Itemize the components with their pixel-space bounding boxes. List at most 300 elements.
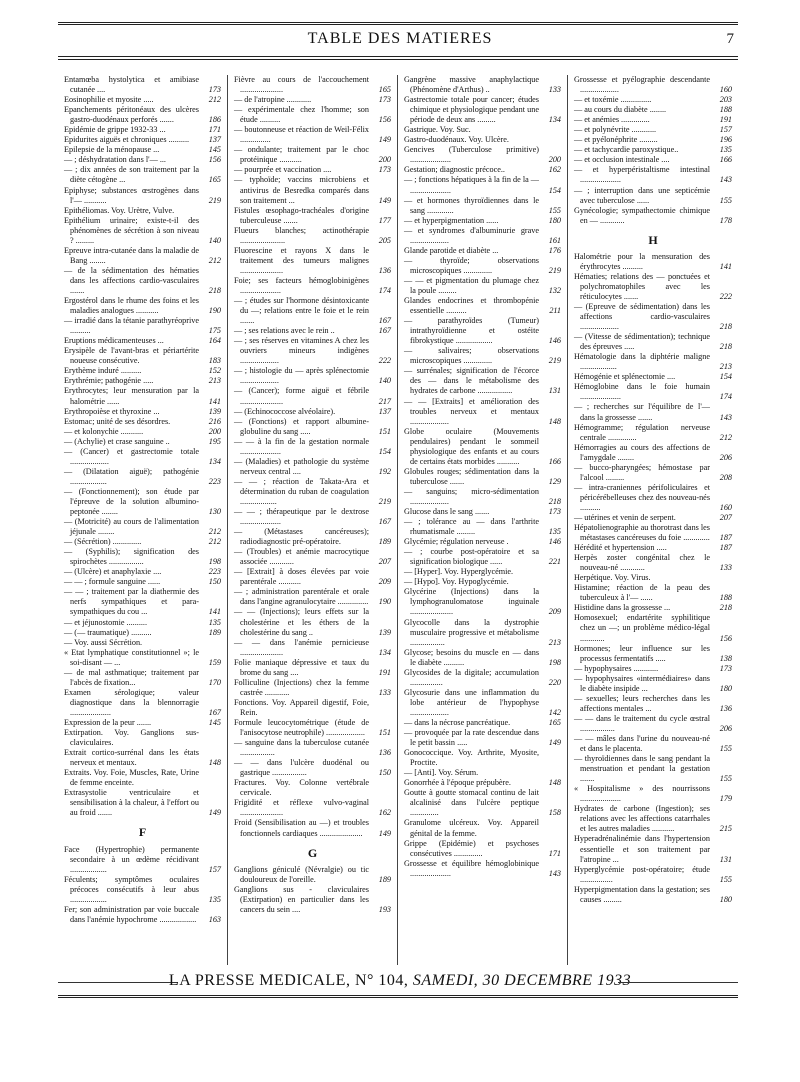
entry-page-number: 161 [548,235,561,245]
entry-page-number: 135 [548,527,561,537]
index-entry [404,256,561,276]
entry-text: Formule leucocytométrique (étude de l'anisocytose neutrophile) ................... [234,718,369,738]
entry-text: — de mal asthmatique; traitement par l'abcès de fixation... [64,667,199,687]
index-entry [404,567,561,577]
entry-page-number: 156 [378,115,391,125]
entry-page-number: 180 [548,215,561,225]
index-entry [404,397,561,427]
entry-page-number: 200 [548,155,561,165]
section-letter: H [648,232,658,247]
entry-page-number: 157 [208,864,221,874]
index-entry [404,859,561,879]
entry-text: — et anémies .............. [574,115,650,125]
entry-page-number: 154 [719,372,732,382]
entry-text: Glandes endocrines et thrombopénie essentielle .......... [404,296,539,316]
index-entry [574,423,732,443]
entry-text: Foie; ses facteurs hémoglobinigènes .................... [234,275,369,295]
entry-page-number: 190 [208,306,221,316]
index-entry [574,553,732,573]
entry-page-number: 218 [719,603,732,613]
entry-text: Erythropoièse et thyroxine ... [64,406,160,416]
entry-text: — parathyroïdes (Tumeur) intrathyroïdienne et ostéite fibrokystique .................. [404,316,539,346]
entry-text: Entamœba hystolytica et amibiase cutanée .... [64,75,199,95]
entry-text: — intra-craniennes périfoliculaires et péricérébelleuses chez des nouveau-nés .......... [574,482,710,512]
entry-text: — (Syphilis); signification des spirochètes ................. [64,547,199,567]
index-entry [64,688,221,718]
entry-text: Herpès zoster congénital chez le nouveau-né ............ [574,553,710,573]
entry-page-number: 223 [208,476,221,486]
entry-text: Herpétique. Voy. Virus. [574,573,651,583]
entry-text: — dans la nécrose pancréatique. [404,718,511,727]
footer [0,972,800,990]
index-entry [574,145,732,155]
index-entry [234,326,391,336]
index-entry [234,698,391,718]
index-entry [234,437,391,457]
entry-text: Hématologie dans la diphtérie maligne .................. [574,352,710,372]
entry-page-number: 131 [548,386,561,396]
entry-text: — ; administration parentérale et orale dans l'angine agranulocytaire ............... [234,587,369,607]
index-entry [64,668,221,688]
entry-text: Epilepsie de la ménopause ... [64,145,160,155]
entry-text: — Voy. aussi Sécrétion. [64,637,143,647]
entry-text: — — dans l'anémie pernicieuse ..................... [234,637,369,657]
entry-text: — (Achylie) et crase sanguine .. [64,436,170,446]
index-entry [64,567,221,577]
entry-text: Gangrène massive anaphylactique (Phénomène d'Arthus) .. [404,75,539,95]
index-entry [234,678,391,698]
entry-page-number: 136 [378,265,391,275]
entry-text: — — ; formule sanguine ...... [64,577,161,587]
entry-text: — ; déshydratation dans l'— ... [64,155,166,165]
index-entry [574,372,732,382]
index-entry [574,155,732,165]
index-entry [574,784,732,804]
entry-text: Expression de la peur ....... [64,718,152,727]
entry-page-number: 162 [548,165,561,175]
header-bottom-rule [58,56,738,57]
index-entry [234,417,391,437]
entry-page-number: 173 [378,95,391,105]
index-entry [574,865,732,885]
entry-text: — et jéjunostomie .......... [64,617,148,627]
entry-page-number: 154 [548,185,561,195]
entry-page-number: 134 [208,456,221,466]
entry-page-number: 151 [378,426,391,436]
index-entry [64,748,221,768]
index-entry [64,95,221,105]
index-entry [404,316,561,346]
entry-text: — thyroïdiennes dans le sang pendant la menstruation et pendant la gestation ....... [574,754,710,784]
entry-page-number: 149 [548,738,561,748]
index-entry [234,246,391,276]
entry-text: — sanguins; micro-sédimentation ................... [404,486,539,506]
entry-text: Grossesse et équilibre hémoglobinique .................... [404,858,539,878]
index-entry [404,668,561,688]
footer-rule-right [618,982,738,983]
index-entry [64,427,221,437]
entry-page-number: 140 [208,235,221,245]
entry-text: — sexuelles; leurs recherches dans les affections mentales ... [574,693,710,713]
entry-page-number: 150 [378,768,391,778]
entry-text: Ganglions sus - claviculaires (Extirpation) en particulier dans les cancers du sein .... [234,884,369,914]
entry-text: Flueurs blanches; actinothérapie ...................... [234,225,369,245]
index-entry [234,105,391,125]
page-number: 7 [726,31,734,47]
entry-text: Glycémie; régulation nerveuse . [404,537,509,547]
entry-page-number: 130 [208,507,221,517]
entry-page-number: 137 [208,135,221,145]
entry-page-number: 145 [208,145,221,155]
entry-page-number: 149 [378,135,391,145]
entry-page-number: 136 [719,703,732,713]
entry-text: Erythème induré .......... [64,366,142,376]
index-entry [234,885,391,915]
index-entry [64,517,221,537]
entry-page-number: 212 [208,527,221,537]
entry-page-number: 180 [719,683,732,693]
index-entry [574,302,732,332]
index-entry [574,573,732,583]
index-entry [574,443,732,463]
index-entry [234,607,391,637]
entry-page-number: 141 [719,261,732,271]
index-entry [64,105,221,125]
entry-page-number: 189 [378,537,391,547]
entry-page-number: 136 [378,748,391,758]
entry-text: Globules rouges; sédimentation dans la tuberculose ....... [404,466,539,486]
entry-page-number: 219 [208,195,221,205]
index-entry [404,196,561,216]
entry-page-number: 173 [719,663,732,673]
entry-text: Goutte à goutte stomacal continu de lait alcalinisé dans l'ulcère peptique .............. [404,788,539,818]
index-entry [574,714,732,734]
entry-page-number: 133 [378,687,391,697]
entry-text: — ; courbe post-opératoire et sa signification biologique ...... [404,547,539,567]
entry-text: — (Cancer); forme aiguë et fébrile ..................... [234,386,369,406]
index-entry [64,437,221,447]
entry-text: « Etat lymphatique constitutionnel »; le soi-disant — ... [64,647,199,667]
entry-text: — pourprée et vaccination .... [234,165,332,175]
index-entry [234,296,391,326]
index-entry [64,718,221,728]
entry-page-number: 191 [719,115,732,125]
index-column-3 [398,75,568,965]
entry-page-number: 193 [378,904,391,914]
index-entry [404,768,561,778]
index-entry [234,658,391,678]
entry-page-number: 208 [719,472,732,482]
entry-text: — sanguine dans la tuberculose cutanée ................. [234,738,369,758]
entry-page-number: 140 [378,376,391,386]
entry-text: — — ; réaction de Takata-Ara et détermination du ruban de coagulation .................. [234,476,369,506]
entry-text: Extraits. Voy. Foie, Muscles, Rate, Urine de femme enceinte. [64,768,199,788]
index-entry [404,296,561,316]
entry-page-number: 222 [719,291,732,301]
entry-text: — de l'atropine ............ [234,95,312,105]
entry-page-number: 213 [719,362,732,372]
index-entry [574,75,732,95]
entry-text: Folie maniaque dépressive et taux du brome du sang .... [234,657,369,677]
entry-text: — — et pigmentation du plumage chez la poule ......... [404,275,539,295]
entry-text: Frigidité et réflexe vulvo-vaginal ..................... [234,798,369,818]
entry-text: Fistules œsophago-trachéales d'origine tuberculeuse ....... [234,205,369,225]
index-entry [234,638,391,658]
index-entry [64,905,221,925]
index-entry [234,145,391,165]
index-entry [64,577,221,587]
entry-text: — (Métastases cancéreuses); radiodiagnostic pré-opératoire. [234,527,369,547]
entry-text: — (Cancer) et gastrectomie totale ................... [64,446,199,466]
index-entry [64,417,221,427]
entry-text: Eosinophilie et myosite ..... [64,95,154,105]
entry-text: — typhoïde; vaccins microbiens et antivirus de Besredka comparés dans son traitement ... [234,175,369,205]
entry-page-number: 151 [378,728,391,738]
entry-page-number: 183 [208,356,221,366]
index-entry [234,276,391,296]
index-entry [64,638,221,648]
entry-page-number: 133 [719,563,732,573]
entry-text: — hypophysaires «intermédiaires» dans le diabète insipide ... [574,673,710,693]
index-entry [574,483,732,513]
index-entry [574,206,732,226]
index-entry [234,818,391,838]
entry-text: Erysipèle de l'avant-bras et périartérite noueuse consécutive. [64,346,199,366]
entry-text: Estomac; unité de ses désordres. [64,416,171,426]
index-entry [64,186,221,206]
index-entry [404,587,561,617]
entry-page-number: 171 [548,848,561,858]
index-entry [574,613,732,643]
index-entry [574,734,732,754]
index-entry [404,175,561,195]
entry-text: Gestation; diagnostic précoce.. [404,165,505,175]
index-entry [404,839,561,859]
index-entry [404,718,561,728]
entry-text: Epidémie de grippe 1932-33 ... [64,125,166,135]
entry-text: — et occlusion intestinale .... [574,155,670,165]
entry-page-number: 175 [208,326,221,336]
footer-date: SAMEDI, 30 DECEMBRE 1933 [412,972,632,989]
entry-page-number: 203 [719,95,732,105]
footer-bottom-rule [58,995,738,998]
entry-text: Hémoglobine dans le foie humain .................... [574,382,710,402]
entry-text: — (Troubles) et anémie macrocytique associée ............ [234,547,369,567]
entry-text: — thyroïde; observations microscopiques .............. [404,255,539,275]
entry-page-number: 178 [719,215,732,225]
entry-text: Epreuve intra-cutanée dans la maladie de Bang ........ [64,245,199,265]
entry-text: Froid (Sensibilisation au —) et troubles fonctionnels cardiaques ..................... [234,818,369,838]
entry-page-number: 146 [548,537,561,547]
index-entry [64,628,221,638]
entry-text: — ; ses relations avec le rein .. [234,326,335,336]
index-entry [574,543,732,553]
index-entry [574,402,732,422]
entry-text: — (Echinococcose alvéolaire). [234,406,336,416]
entry-page-number: 215 [719,824,732,834]
index-entry [64,467,221,487]
index-entry [404,75,561,95]
index-entry [64,875,221,905]
entry-text: Hydrates de carbone (Ingestion); ses relations avec les affections catarrhales et les autres maladies ........... [574,804,710,834]
entry-text: — ondulante; traitement par le choc protéinique ........... [234,145,369,165]
entry-page-number: 148 [548,416,561,426]
index-entry [64,788,221,818]
entry-text: Fractures. Voy. Colonne vertébrale cervicale. [234,778,369,798]
index-entry [64,537,221,547]
entry-page-number: 188 [719,593,732,603]
index-entry [574,834,732,864]
entry-text: Glycocolle dans la dystrophie musculaire progressive et métabolisme ................. [404,617,539,647]
index-entry [64,125,221,135]
entry-page-number: 135 [208,894,221,904]
entry-text: Granulome ulcéreux. Voy. Appareil génital de la femme. [404,818,539,838]
index-entry [234,738,391,758]
entry-text: Fièvre au cours de l'accouchement ..................... [234,75,369,95]
index-entry [234,758,391,778]
entry-text: — (Epreuve de sédimentation) dans les affections cardio-vasculaires ................... [574,301,710,332]
entry-text: — boutonneuse et réaction de Weil-Félix ............... [234,125,369,145]
index-entry [64,165,221,185]
entry-page-number: 148 [548,778,561,788]
entry-page-number: 218 [719,342,732,352]
index-entry [64,487,221,517]
index-entry [234,366,391,386]
index-entry [574,603,732,613]
entry-page-number: 192 [378,466,391,476]
index-entry [64,728,221,748]
entry-text: Gastrectomie totale pour cancer; études chimique et physiologique pendant une période de deux ans ......... [404,95,539,125]
entry-page-number: 173 [378,165,391,175]
index-entry [574,513,732,523]
entry-text: — (Dilatation aiguë); pathogénie .................. [64,466,199,486]
entry-text: Glucose dans le sang ....... [404,507,490,517]
index-entry [404,276,561,296]
entry-page-number: 139 [208,406,221,416]
entry-page-number: 188 [719,105,732,115]
entry-text: — [Hyper]. Voy. Hyperglycémie. [404,567,514,577]
entry-page-number: 165 [548,718,561,727]
index-entry [64,587,221,617]
entry-text: Epanchements péritonéaux des ulcères gastro-duodénaux perforés ....... [64,105,199,125]
entry-text: Hyperadrénalinémie dans l'hypertension essentielle et son traitement par l'atropine ... [574,834,710,864]
entry-page-number: 167 [208,707,221,717]
index-entry [234,165,391,175]
entry-page-number: 206 [719,452,732,462]
entry-page-number: 218 [548,496,561,506]
index-entry [574,105,732,115]
entry-text: — provoquée par la rate descendue dans le petit bassin ..... [404,728,539,748]
entry-page-number: 150 [208,577,221,587]
entry-text: — (Vitesse de sédimentation); technique des épreuves ..... [574,332,710,352]
entry-text: — et polynévrite ............ [574,125,657,135]
entry-text: — hypophysaires ............ [574,663,659,673]
entry-page-number: 186 [208,115,221,125]
index-entry [64,618,221,628]
entry-page-number: 135 [208,617,221,627]
entry-page-number: 174 [719,392,732,402]
entry-text: Erythrémie; pathogénie ..... [64,376,154,386]
entry-page-number: 133 [548,85,561,95]
index-entry [404,226,561,246]
index-entry [64,145,221,155]
index-entry [234,798,391,818]
index-entry [64,768,221,788]
index-entry [234,386,391,406]
entry-page-number: 167 [378,316,391,326]
index-entry [64,316,221,336]
entry-text: Fonctions. Voy. Appareil digestif, Foie, Rein. [234,697,369,717]
entry-page-number: 219 [548,356,561,366]
entry-page-number: 160 [719,502,732,512]
entry-page-number: 218 [208,285,221,295]
index-column-2 [228,75,398,965]
entry-text: — au cours du diabète ........ [574,105,667,115]
entry-page-number: 165 [208,175,221,185]
index-entry [404,487,561,507]
entry-page-number: 191 [378,667,391,677]
entry-page-number: 219 [548,265,561,275]
index-entry [404,688,561,718]
entry-text: — et pyélonéphrite ......... [574,135,658,145]
entry-page-number: 212 [208,537,221,547]
index-entry [404,577,561,587]
index-entry [574,352,732,372]
index-entry [404,728,561,748]
entry-page-number: 157 [719,125,732,135]
entry-text: — — dans le traitement du cycle œstral ................. [574,713,710,733]
entry-text: Gencives (Tuberculose primitive) .................... [404,145,539,165]
entry-text: — et hormones thyroïdiennes dans le sang ............. [404,195,539,215]
entry-text: Epidurites aiguës et chroniques .......... [64,135,190,145]
entry-page-number: 129 [548,476,561,486]
entry-text: Glycosides de la digitale; accumulation ................ [404,667,539,687]
index-entry [574,885,732,905]
entry-text: Hyperglycémie post-opératoire; étude ................ [574,864,710,884]
index-entry [404,517,561,537]
entry-text: — ; interruption dans une septicémie avec tuberculose ...... [574,185,710,205]
index-entry [404,366,561,396]
entry-page-number: 166 [719,155,732,165]
entry-page-number: 149 [378,195,391,205]
index-entry [574,332,732,352]
index-entry [404,95,561,125]
entry-page-number: 162 [378,808,391,818]
entry-page-number: 177 [378,215,391,225]
index-entry [64,346,221,366]
entry-page-number: 166 [548,456,561,466]
index-columns [58,75,738,965]
index-entry [64,296,221,316]
entry-page-number: 196 [719,135,732,145]
index-entry [234,206,391,226]
entry-text: — [Anti]. Voy. Sérum. [404,768,479,778]
entry-text: — — ; traitement par la diathermie des nerfs sympathiques et para-sympathiques du cou ... [64,587,199,617]
entry-text: Halométrie pour la mensuration des érythrocytes .......... [574,251,710,271]
entry-text: — expérimentale chez l'homme; son étude .......... [234,105,369,125]
entry-page-number: 213 [548,637,561,647]
header-top-rule [58,22,738,25]
index-entry [234,778,391,798]
entry-page-number: 164 [208,336,221,346]
entry-text: Extrasystolie ventriculaire et sensibilisation à la chaleur, à l'effort ou au froid ....... [64,788,199,818]
entry-text: — — (Injections); leurs effets sur la cholestérine et les éthers de la cholestérine du sang .. [234,607,369,637]
entry-page-number: 167 [378,517,391,527]
entry-page-number: 198 [208,557,221,567]
entry-page-number: 189 [208,627,221,637]
entry-text: Hématies; relations des — ponctuées et polychromatophiles avec les réticulocytes ....... [574,271,710,301]
entry-text: — irradié dans la tétanie parathyréoprive .......... [64,316,199,336]
